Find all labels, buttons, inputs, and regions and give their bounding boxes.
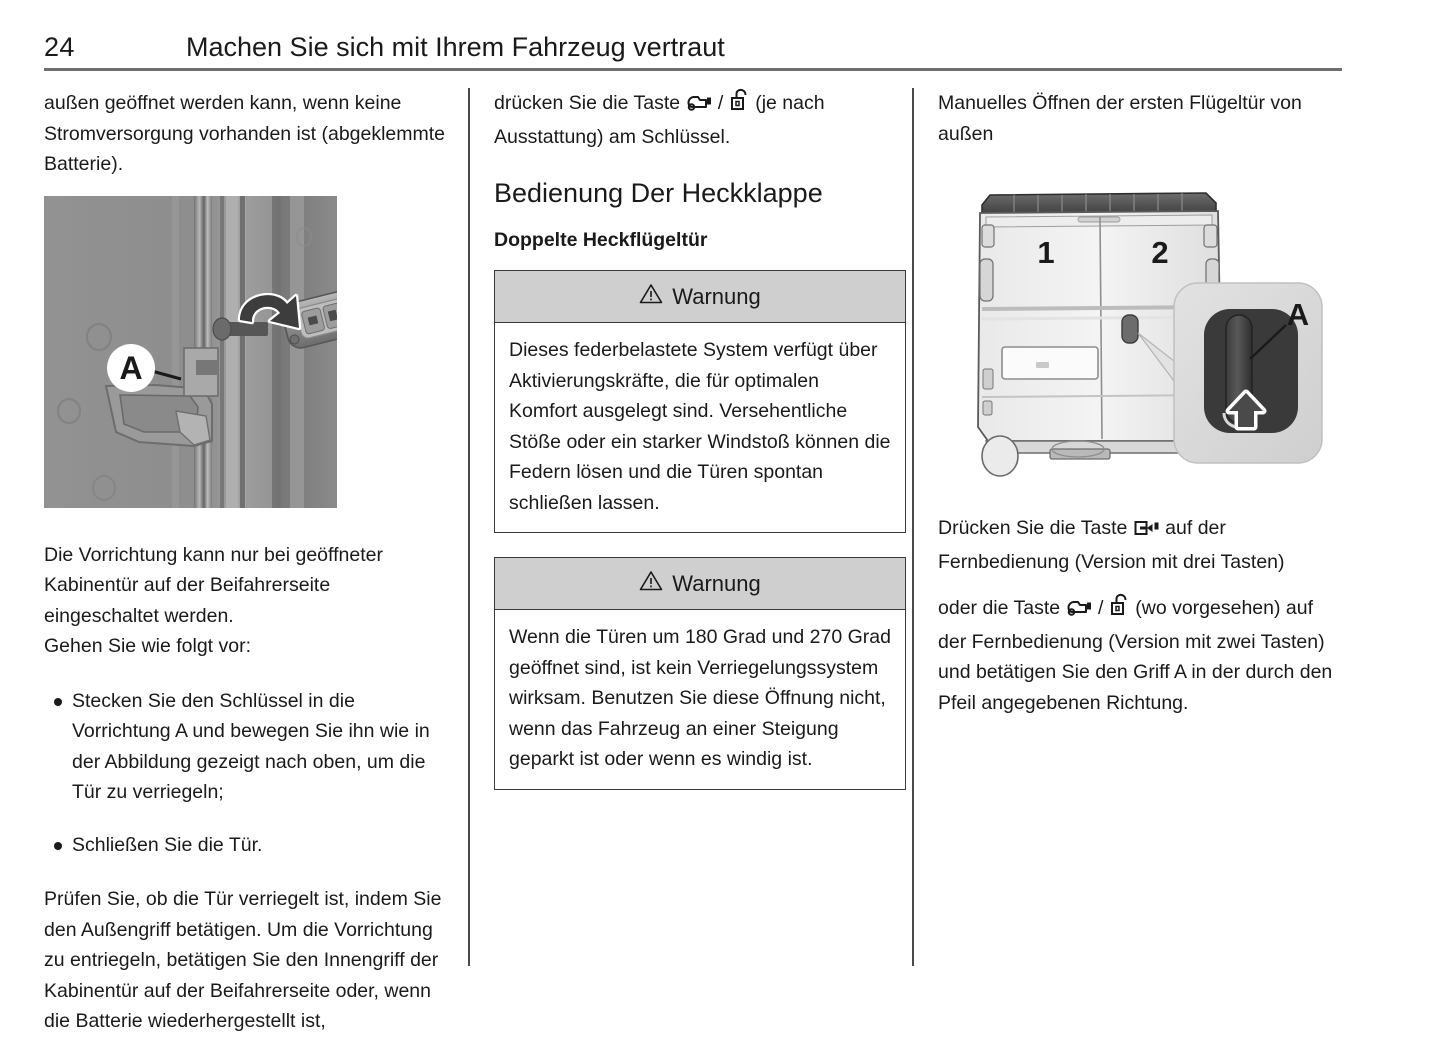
continuation-text-after: (je nach Ausstattung) am Schlüssel.	[494, 92, 825, 148]
right-paragraph-2	[938, 593, 1342, 718]
warning-header	[495, 558, 905, 610]
left-column	[44, 88, 448, 1037]
continuation-text-before: drücken Sie die Taste	[494, 92, 686, 114]
right-p1-text-before: Drücken Sie die Taste	[938, 517, 1133, 539]
middle-column	[494, 88, 906, 814]
warning-header	[495, 271, 905, 323]
warning-label: Warnung	[672, 570, 761, 596]
list-item: Schließen Sie die Tür.	[44, 830, 448, 861]
middle-continuation-paragraph	[494, 88, 906, 152]
detail-callout-a-label: A	[1286, 297, 1310, 332]
list-item: Stecken Sie den Schlüssel in die Vorrichtung A und bewegen Sie ihn wie in der Abbildung gezeigt nach oben, um die Tür zu verriegeln;	[44, 686, 448, 808]
car-rear-open-icon	[687, 91, 712, 122]
door-label-1: 1	[1037, 235, 1055, 270]
warning-triangle-icon	[639, 570, 663, 597]
right-p1-text-after: auf der Fernbedienung (Version mit drei Tasten)	[938, 517, 1285, 573]
icon-separator: /	[712, 92, 729, 114]
column-divider-right	[912, 88, 914, 966]
sub-section-title: Doppelte Heckflügeltür	[494, 229, 708, 251]
left-bullet-list	[44, 686, 448, 861]
warning-box	[494, 557, 906, 790]
warning-triangle-icon	[639, 283, 663, 310]
right-column-heading: Manuelles Öffnen der ersten Flügeltür von außen	[938, 92, 1302, 145]
page-number: 24	[44, 32, 75, 62]
door-label-2: 2	[1151, 235, 1169, 270]
section-title: Bedienung Der Heckklappe	[494, 178, 823, 208]
warning-text: Dieses federbelastete System verfügt über Aktivierungskräfte, die für optimalen Komfort ausgelegt sind. Versehentliche Stöße oder ein starker Windstoß können die Federn lösen und die Türen spontan schließen lassen.	[509, 339, 891, 514]
padlock-open-icon	[1110, 593, 1129, 627]
photo-callout-a-label: A	[119, 349, 143, 386]
right-p2-text-before: oder die Taste	[938, 597, 1066, 619]
warning-box	[494, 270, 906, 533]
left-paragraph-2b: Gehen Sie wie folgt vor:	[44, 635, 252, 657]
left-paragraph-3: Prüfen Sie, ob die Tür verriegelt ist, indem Sie den Außengriff betätigen. Um die Vorrichtung zu entriegeln, betätigen Sie den Innengriff der Kabinentür auf der Beifahrerseite oder, wenn die Batterie wiederhergestellt ist,	[44, 888, 442, 1032]
left-paragraph-2: Die Vorrichtung kann nur bei geöffneter Kabinentür auf der Beifahrerseite eingeschaltet werden.	[44, 543, 383, 627]
header-rule	[44, 68, 1342, 71]
right-column	[938, 88, 1342, 718]
padlock-open-icon	[730, 88, 749, 122]
page-header	[44, 30, 1342, 72]
page-title: Machen Sie sich mit Ihrem Fahrzeug vertraut	[186, 32, 725, 62]
tailgate-button-icon	[1134, 516, 1159, 547]
warning-label: Warnung	[672, 283, 761, 309]
van-rear-doors-illustration	[938, 173, 1342, 481]
right-paragraph-1	[938, 513, 1342, 577]
right-p2-text-after: (wo vorgesehen) auf der Fernbedienung (Version mit zwei Tasten) und betätigen Sie den Griff A in der durch den Pfeil angegebenen Richtung.	[938, 597, 1333, 714]
warning-text: Wenn die Türen um 180 Grad und 270 Grad geöffnet sind, ist kein Verriegelungssystem wirksam. Benutzen Sie diese Öffnung nicht, wenn das Fahrzeug an einer Steigung geparkt ist oder wenn es windig ist.	[509, 626, 891, 770]
icon-separator: /	[1092, 597, 1109, 619]
left-intro-paragraph: außen geöffnet werden kann, wenn keine Stromversorgung vorhanden ist (abgeklemmte Batterie).	[44, 92, 446, 175]
door-lock-key-photo	[44, 196, 337, 508]
column-divider-left	[468, 88, 470, 966]
car-rear-open-icon	[1067, 596, 1092, 627]
